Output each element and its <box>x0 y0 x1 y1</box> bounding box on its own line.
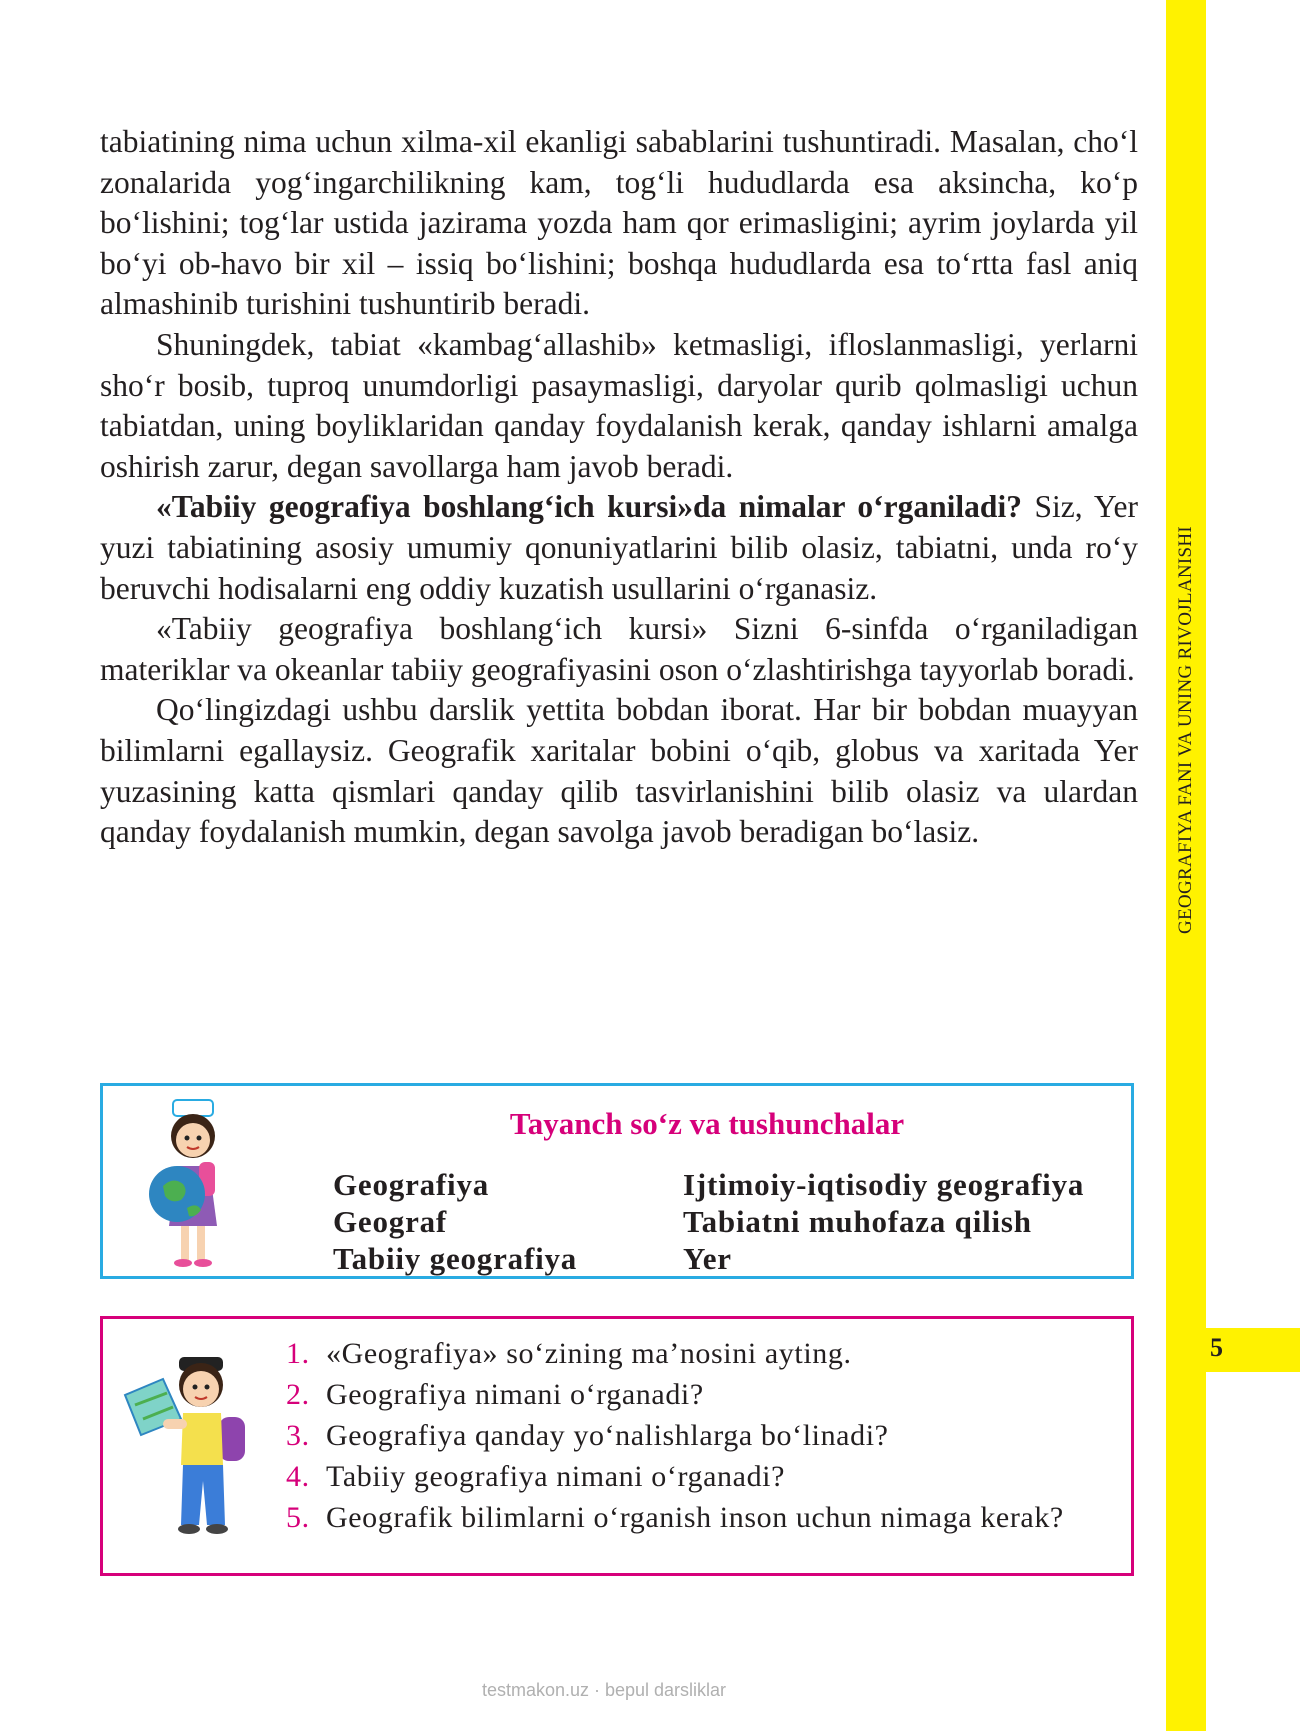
key-term: Geograf <box>333 1204 448 1239</box>
question-number: 5. <box>286 1501 310 1534</box>
main-text <box>100 122 1138 853</box>
question-number: 4. <box>286 1460 310 1493</box>
paragraph-2: Shuningdek, tabiat «kambag‘allashib» ketmasligi, ifloslanmasligi, yerlarni sho‘r bosib, tuproq unumdorligi pasaymasligi, daryolar qurib qolmasligi uchun tabiatdan, uning boyliklaridan qanday foydalanish kerak, qanday ishlarni amalga oshirish zarur, degan savollarga ham javob beradi. <box>100 326 1138 484</box>
review-questions-box <box>100 1316 1134 1576</box>
page-number: 5 <box>1210 1333 1223 1362</box>
paragraph-3 <box>100 487 1138 609</box>
paragraph-1: tabiatining nima uchun xilma-xil ekanligi sabablarini tushuntiradi. Masalan, cho‘l zonalarida yog‘ingarchilikning kam, tog‘li hududlarda esa aksincha, ko‘p bo‘lishini; tog‘lar ustida jazirama yozda ham qor erimasligini; ayrim joylarda yil bo‘yi ob-havo bir xil – issiq bo‘lishini; boshqa hududlarda esa to‘rtta fasl aniq almashinib turishini tushuntirib beradi. <box>100 124 1138 322</box>
page-number-tab <box>1188 1328 1300 1372</box>
key-term: Tabiatni muhofaza qilish <box>683 1204 1032 1239</box>
question-item <box>286 1415 1086 1456</box>
question-number: 2. <box>286 1378 310 1411</box>
question-number: 1. <box>286 1337 310 1370</box>
paragraph-4: «Tabiiy geografiya boshlang‘ich kursi» Sizni 6-sinfda o‘rganiladigan materiklar va okeanlar tabiiy geografiyasini oson o‘zlashtirishga tayyorlab boradi. <box>100 611 1138 687</box>
question-item <box>286 1374 1086 1415</box>
question-text: Tabiiy geografiya nimani o‘rganadi? <box>326 1460 786 1493</box>
key-terms-box <box>100 1083 1134 1279</box>
question-text: Geografik bilimlarni o‘rganish inson uchun nimaga kerak? <box>326 1501 1064 1534</box>
key-term: Yer <box>683 1241 732 1276</box>
question-number: 3. <box>286 1419 310 1452</box>
key-term: Tabiiy geografiya <box>333 1241 578 1276</box>
question-text: Geografiya nimani o‘rganadi? <box>326 1378 704 1411</box>
question-text: Geografiya qanday yo‘nalishlarga bo‘linadi? <box>326 1419 889 1452</box>
key-term: Ijtimoiy-iqtisodiy geografiya <box>683 1167 1085 1202</box>
chapter-title-vertical: GEOGRAFIYA FANI VA UNING RIVOJLANISHI <box>1175 525 1196 935</box>
key-terms-title: Tayanch so‘z va tushunchalar <box>509 1106 905 1141</box>
question-text: «Geografiya» so‘zining ma’nosini ayting. <box>326 1337 852 1370</box>
boy-with-map-illustration <box>123 1349 248 1539</box>
watermark: testmakon.uz · bepul darsliklar <box>481 1680 727 1700</box>
question-item <box>286 1456 1086 1497</box>
key-terms-right-column <box>683 1166 1084 1277</box>
section-question-heading: «Tabiiy geografiya boshlang‘ich kursi»da nimalar o‘rganiladi? <box>156 489 1022 525</box>
paragraph-3-text: Siz, Yer yuzi tabiatining asosiy umumiy qonuniyatlarini bilib olasiz, tabiatni, unda ro‘y beruvchi hodisalarni eng oddiy kuzatish usullarini o‘rganasiz. <box>100 489 1138 606</box>
paragraph-5: Qo‘lingizdagi ushbu darslik yettita bobdan iborat. Har bir bobdan muayyan bilimlarni egallaysiz. Geografik xaritalar bobini o‘qib, globus va xaritada Yer yuzasining katta qismlari qanday qilib tasvirlanishini bilib olasiz va ulardan qanday foydalanish mumkin, degan savolga javob beradigan bo‘lasiz. <box>100 692 1138 850</box>
question-item <box>286 1333 1086 1374</box>
question-item <box>286 1497 1086 1538</box>
review-questions-list <box>286 1333 1086 1538</box>
key-term: Geografiya <box>333 1167 490 1202</box>
key-terms-left-column <box>333 1166 577 1277</box>
